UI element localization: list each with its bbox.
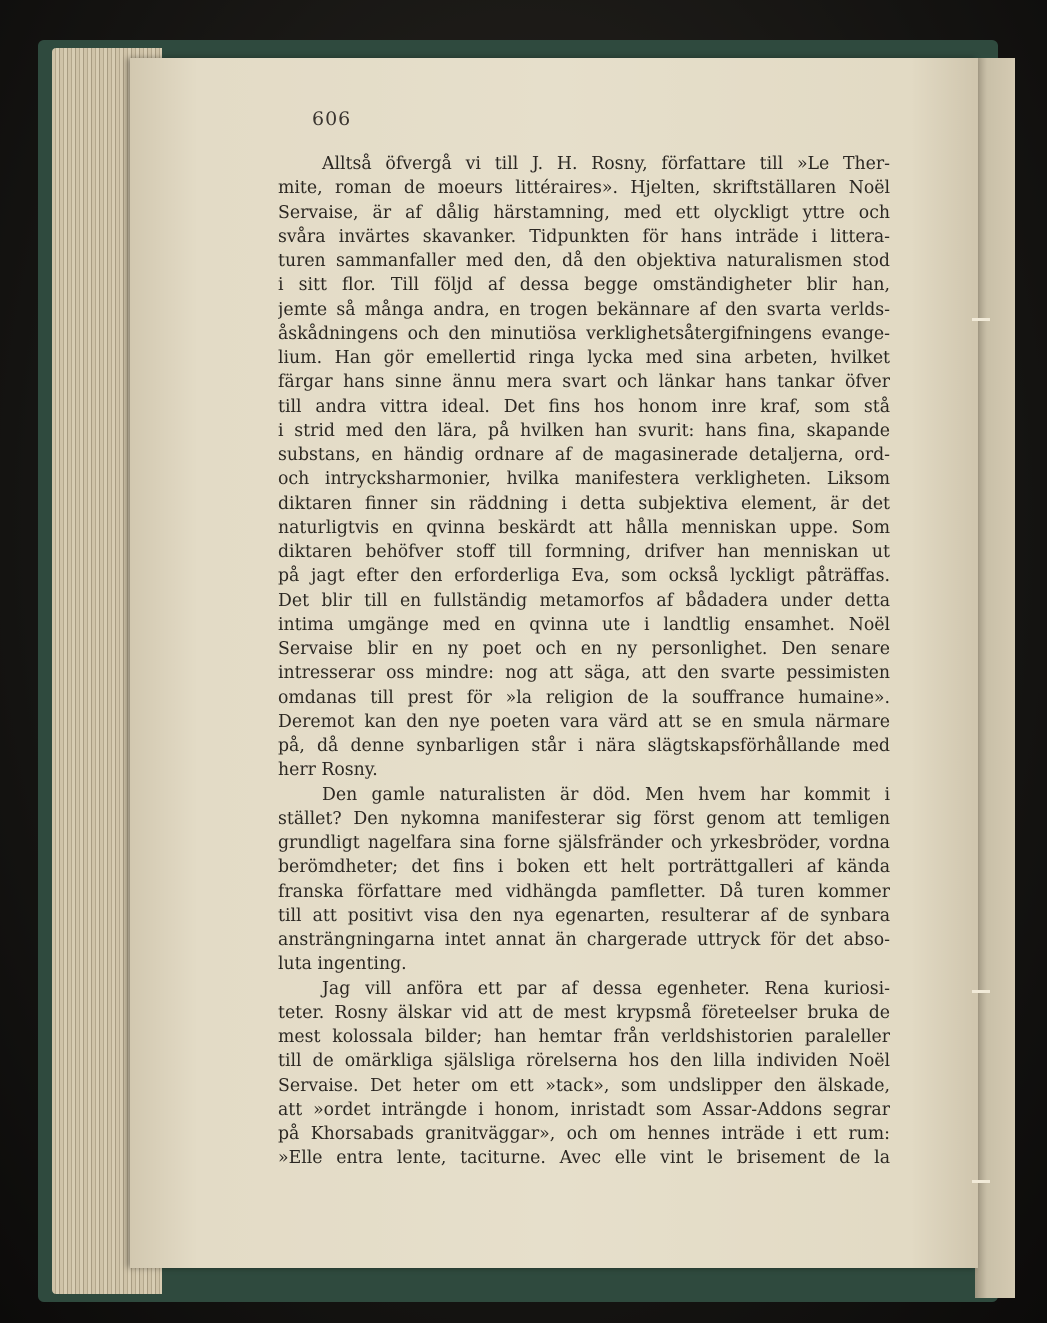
text-line: herr Rosny. xyxy=(278,760,378,781)
book-page xyxy=(130,58,978,1268)
text-line: i sitt flor. Till följd af dessa begge omständigheter blir han, xyxy=(278,275,890,296)
text-line: »Elle entra lente, taciturne. Avec elle vint le brisement de la xyxy=(278,1148,890,1169)
text-line: omdanas till prest för »la religion de la souffrance humaine». xyxy=(278,687,890,708)
text-line: turen sammanfaller med den, då den objektiva naturalismen stod xyxy=(278,251,890,271)
text-line: ansträngningarna intet annat än chargerade uttryck för det abso- xyxy=(278,930,890,950)
text-line: intresserar oss mindre: nog att säga, att den svarte pessimisten xyxy=(278,663,890,684)
text-line: stället? Den nykomna manifesterar sig först genom att temligen xyxy=(278,808,890,829)
text-line: att »ordet inträngde i honom, inristadt som Assar-Addons segrar xyxy=(278,1099,890,1120)
text-line: substans, en händig ordnare af de magasinerade detaljerna, ord- xyxy=(278,445,890,465)
text-line: luta ingenting. xyxy=(278,954,407,975)
text-line: på Khorsabads granitväggar», och om hennes inträde i ett rum: xyxy=(278,1124,890,1144)
text-line: till de omärkliga själsliga rörelserna hos den lilla individen Noël xyxy=(278,1051,890,1072)
text-line: på jagt efter den erforderliga Eva, som också lyckligt påträffas. xyxy=(278,566,890,587)
facing-page-edge xyxy=(975,58,1015,1298)
text-line: på, då denne synbarligen står i nära slägtskapsförhållande med xyxy=(278,736,890,756)
binding-thread xyxy=(972,318,990,321)
text-line: Servaise blir en ny poet och en ny personlighet. Den senare xyxy=(278,639,890,659)
text-line: naturligtvis en qvinna beskärdt att hålla menniskan uppe. Som xyxy=(278,517,890,538)
text-line: Servaise, är af dålig härstamning, med ett olyckligt yttre och xyxy=(278,202,890,223)
text-line: till andra vittra ideal. Det fins hos honom inre kraf, som stå xyxy=(278,396,890,417)
text-line: åskådningens och den minutiösa verklighetsåtergifningens evange- xyxy=(278,323,890,344)
binding-thread xyxy=(972,990,990,993)
body-text xyxy=(278,152,890,1171)
text-line: diktaren finner sin räddning i detta subjektiva element, är det xyxy=(278,493,890,514)
text-line: Servaise. Det heter om ett »tack», som undslipper den älskade, xyxy=(278,1075,890,1096)
text-line: Alltså öfvergå vi till J. H. Rosny, författare till »Le Ther- xyxy=(322,154,890,174)
text-line: mite, roman de moeurs littéraires». Hjelten, skriftställaren Noël xyxy=(278,178,890,199)
binding-thread xyxy=(972,1180,990,1183)
text-line: färgar hans sinne ännu mera svart och länkar hans tankar öfver xyxy=(278,372,890,393)
text-line: svåra invärtes skavanker. Tidpunkten för hans inträde i littera- xyxy=(278,226,890,247)
text-line: diktaren behöfver stoff till formning, drifver han menniskan ut xyxy=(278,542,890,562)
text-line: Det blir till en fullständig metamorfos af bådadera under detta xyxy=(278,590,890,611)
text-line: berömdheter; det fins i boken ett helt porträttgalleri af kända xyxy=(278,857,890,878)
text-line: Deremot kan den nye poeten vara värd att se en smula närmare xyxy=(278,711,890,732)
text-line: Den gamle naturalisten är död. Men hvem har kommit i xyxy=(322,784,890,805)
page-number: 606 xyxy=(312,108,352,130)
text-line: lium. Han gör emellertid ringa lycka med sina arbeten, hvilket xyxy=(278,348,890,368)
text-line: till att positivt visa den nya egenarten, resulterar af de synbara xyxy=(278,905,890,926)
text-line: jemte så många andra, en trogen bekännare af den svarta verlds- xyxy=(278,299,890,320)
text-line: franska författare med vidhängda pamfletter. Då turen kommer xyxy=(278,881,890,902)
text-line: teter. Rosny älskar vid att de mest krypsmå företeelser bruka de xyxy=(278,1002,890,1023)
text-line: och intrycksharmonier, hvilka manifestera verkligheten. Liksom xyxy=(278,469,890,490)
text-line: i strid med den lära, på hvilken han svurit: hans fina, skapande xyxy=(278,420,890,441)
text-line: mest kolossala bilder; han hemtar från verldshistorien paraleller xyxy=(278,1027,890,1047)
text-line: intima umgänge med en qvinna ute i landtlig ensamhet. Noël xyxy=(278,614,890,635)
text-line: grundligt nagelfara sina forne själsfränder och yrkesbröder, vordna xyxy=(278,833,890,853)
text-line: Jag vill anföra ett par af dessa egenheter. Rena kuriosi- xyxy=(322,978,890,999)
